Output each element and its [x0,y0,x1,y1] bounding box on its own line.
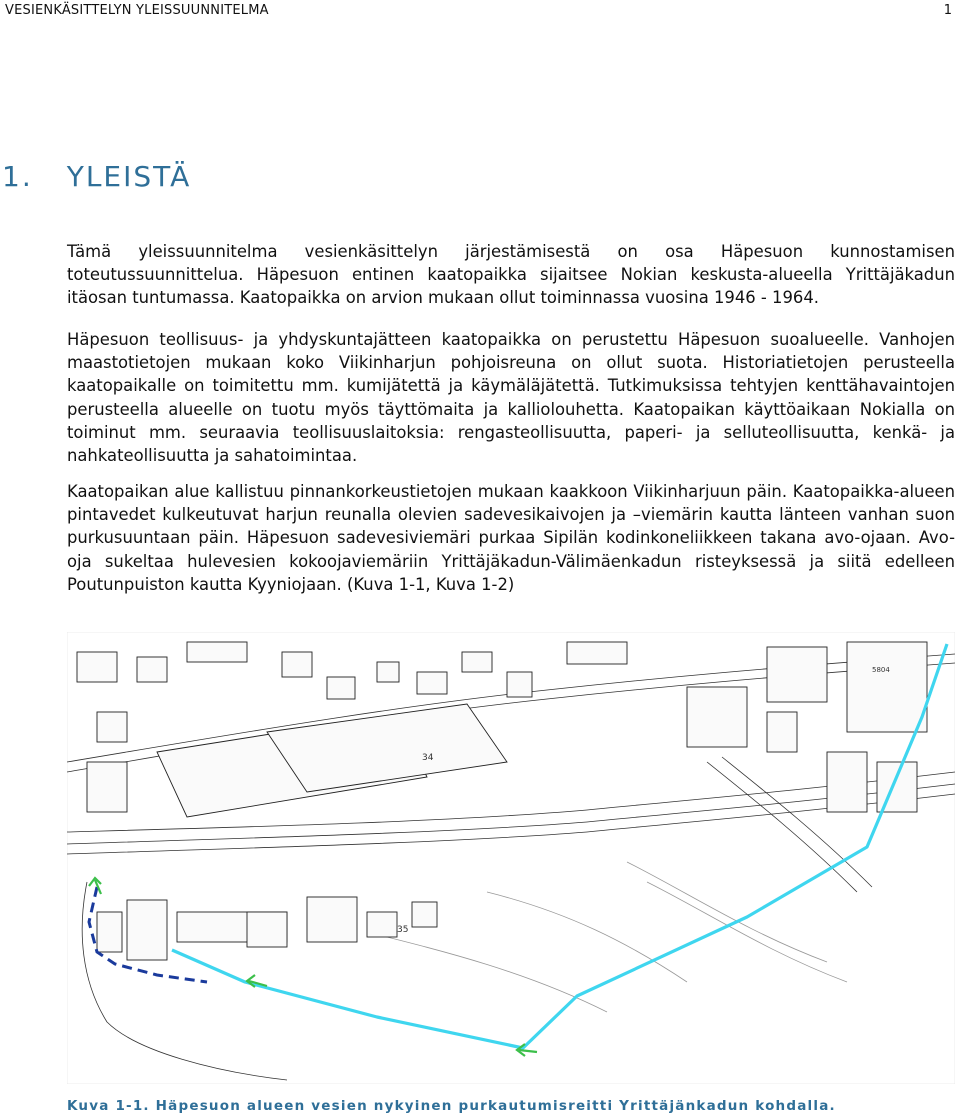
section-heading [2,160,191,193]
paragraph-drainage: Kaatopaikan alue kallistuu pinnankorkeustietojen mukaan kaakkoon Viikinharjuun päin. Kaatopaikka-alueen pintavedet kulkeutuvat harjun reunalla olevien sadevesikaivojen ja –viemärin kautta länteen vanhan suon purkusuuntaan päin. Häpesuon sadevesiviemäri purkaa Sipilän kodinkoneliikkeen takana avo-ojaan. Avo-oja sukeltaa hulevesien kokoojaviemäriin Yrittäjäkadun-Välimäenkadun risteyksessä ja siitä edelleen Poutunpuiston kautta Kyyniojaan. (Kuva 1-1, Kuva 1-2) [67,482,955,594]
paragraph-history: Häpesuon teollisuus- ja yhdyskuntajätteen kaatopaikka on perustettu Häpesuon suoalueelle. Vanhojen maastotietojen mukaan koko Viikinharjun pohjoisreuna on ollut suota. Historiatietojen perusteella kaatopaikalle on toimitettu mm. kumijätettä ja käymäläjätettä. Tutkimuksissa tehtyjen kenttähavaintojen perusteella alueelle on tuotu myös täyttömaita ja kalliolouhetta. Kaatopaikan käyttöaikaan Nokialla on toiminut mm. seuraavia teollisuuslaitoksia: rengasteollisuutta, paperi- ja selluteollisuutta, kenkä- ja nahkateollisuutta ja sahatoimintaa. [67,330,955,466]
map-label-5804: 5804 [872,666,890,674]
site-map-figure [67,632,955,1084]
section-title: YLEISTÄ [66,160,192,193]
page-number: 1 [943,3,952,18]
figure-caption: Kuva 1-1. Häpesuon alueen vesien nykyinen purkautumisreitti Yrittäjänkadun kohdalla. [67,1098,836,1114]
document-header-title: VESIENKÄSITTELYN YLEISSUUNNITELMA [5,3,269,18]
map-label-34: 34 [422,753,434,763]
site-map [67,632,955,1084]
paragraph-intro: Tämä yleissuunnitelma vesienkäsittelyn järjestämisestä on osa Häpesuon kunnostamisen toteutussuunnittelua. Häpesuon entinen kaatopaikka sijaitsee Nokian keskusta-alueella Yrittäjäkadun itäosan tuntumassa. Kaatopaikka on arvion mukaan ollut toiminnassa vuosina 1946 - 1964. [67,242,955,308]
map-label-35: 35 [397,925,409,935]
section-number: 1. [2,160,33,193]
